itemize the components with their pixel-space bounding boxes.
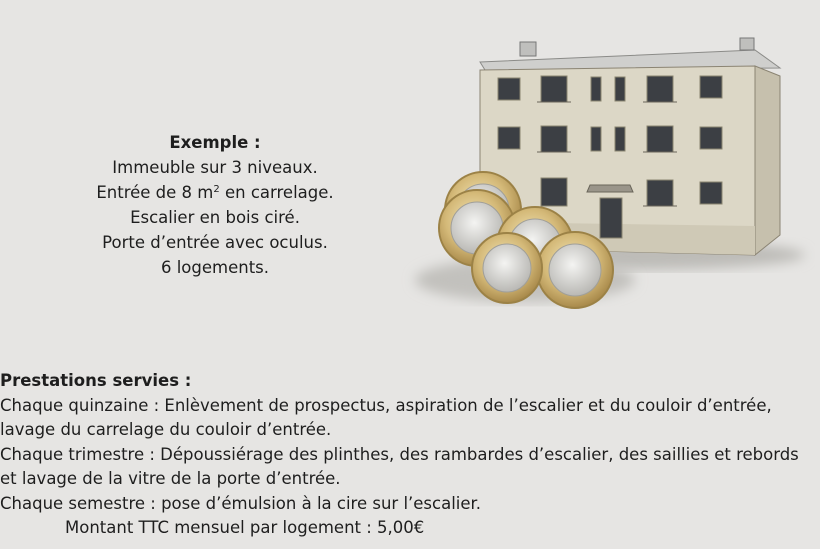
services-line-semiannual: Chaque semestre : pose d’émulsion à la cire sur l’escalier. bbox=[0, 493, 482, 513]
services-line-biweekly-cont: lavage du carrelage du couloir d’entrée. bbox=[0, 420, 332, 439]
example-line-staircase: Escalier en bois ciré. bbox=[130, 208, 300, 227]
entrance-text: Entrée de 8 m bbox=[96, 183, 214, 202]
services-line-biweekly: Chaque quinzaine : Enlèvement de prospectus, aspiration de l’escalier et du couloir d’entrée, bbox=[0, 395, 772, 415]
example-title: Exemple : bbox=[169, 133, 261, 152]
services-line-quarterly-cont: et lavage de la vitre de la porte d’entrée. bbox=[0, 469, 341, 488]
example-line-levels: Immeuble sur 3 niveaux. bbox=[112, 158, 318, 177]
example-line-door: Porte d’entrée avec oculus. bbox=[102, 233, 328, 252]
monthly-total: Montant TTC mensuel par logement : 5,00€ bbox=[65, 518, 425, 537]
example-line-entrance bbox=[60, 180, 370, 205]
services-line-quarterly: Chaque trimestre : Dépoussiérage des plinthes, des rambardes d’escalier, des saillies et rebords bbox=[0, 444, 799, 464]
entrance-text-end: en carrelage. bbox=[219, 183, 334, 202]
example-line-units: 6 logements. bbox=[160, 258, 270, 277]
example-block bbox=[60, 130, 370, 280]
services-block bbox=[0, 369, 820, 541]
services-heading: Prestations servies : bbox=[0, 371, 192, 390]
square-superscript: 2 bbox=[213, 184, 220, 195]
building-with-coins-illustration bbox=[395, 30, 815, 330]
